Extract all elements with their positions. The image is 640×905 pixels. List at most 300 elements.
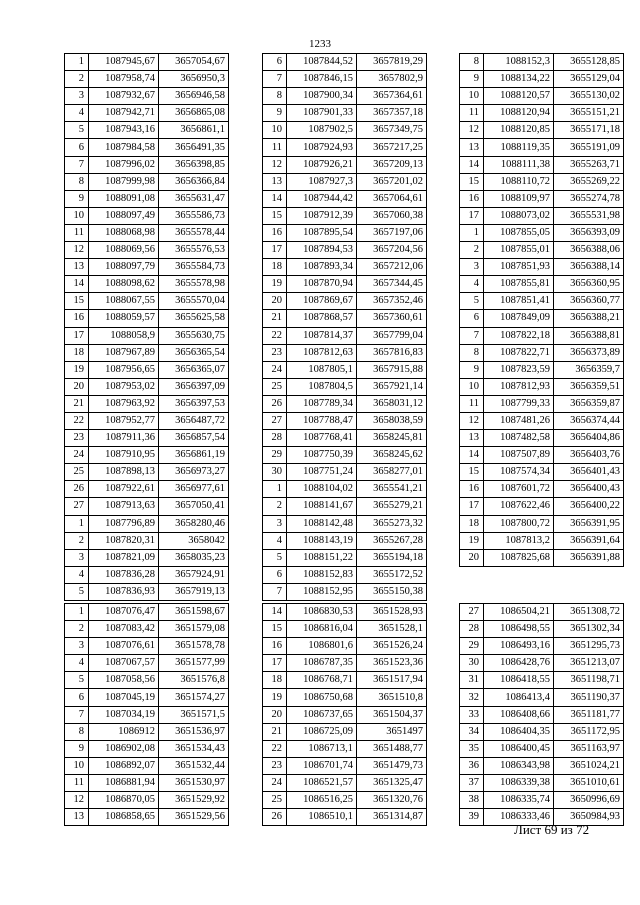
point-number: 14 xyxy=(65,276,89,293)
coordinate-y: 3657060,38 xyxy=(357,207,427,224)
point-number: 17 xyxy=(460,498,484,515)
table-row xyxy=(263,224,427,241)
coordinate-x: 1088110,72 xyxy=(484,173,554,190)
table-row xyxy=(460,412,624,429)
coordinate-x: 1087574,34 xyxy=(484,464,554,481)
coordinates-table-4 xyxy=(64,603,229,826)
coordinate-x: 1087922,61 xyxy=(89,481,159,498)
coordinate-y: 3651504,37 xyxy=(357,706,427,723)
point-number: 17 xyxy=(460,207,484,224)
coordinate-x: 1086339,38 xyxy=(484,774,554,791)
table-row xyxy=(460,549,624,566)
table-row xyxy=(65,224,229,241)
coordinate-x: 1088067,55 xyxy=(89,293,159,310)
coordinate-y: 3655576,53 xyxy=(159,242,229,259)
coordinate-y: 3657915,88 xyxy=(357,361,427,378)
coordinate-y: 3650984,93 xyxy=(554,809,624,826)
table-row xyxy=(263,621,427,638)
coordinate-y: 3651325,47 xyxy=(357,774,427,791)
table-row xyxy=(263,207,427,224)
table-row xyxy=(263,395,427,412)
coordinate-y: 3655150,38 xyxy=(357,583,427,600)
coordinate-x: 1088142,48 xyxy=(287,515,357,532)
coordinate-x: 1087507,89 xyxy=(484,447,554,464)
coordinate-x: 1086510,1 xyxy=(287,809,357,826)
table-row xyxy=(460,361,624,378)
coordinate-y: 3656359,7 xyxy=(554,361,624,378)
point-number: 2 xyxy=(460,242,484,259)
coordinate-y: 3650996,69 xyxy=(554,792,624,809)
coordinate-y: 3656388,06 xyxy=(554,242,624,259)
coordinate-x: 1086498,55 xyxy=(484,621,554,638)
point-number: 33 xyxy=(460,706,484,723)
table-row xyxy=(65,259,229,276)
table-row xyxy=(65,757,229,774)
coordinate-y: 3651577,99 xyxy=(159,655,229,672)
coordinate-x: 1088104,02 xyxy=(287,481,357,498)
table-row xyxy=(263,122,427,139)
point-number: 1 xyxy=(263,481,287,498)
point-number: 20 xyxy=(263,706,287,723)
coordinate-x: 1088111,38 xyxy=(484,156,554,173)
point-number: 3 xyxy=(65,549,89,566)
table-row xyxy=(460,774,624,791)
coordinate-y: 3656397,09 xyxy=(159,378,229,395)
coordinate-y: 3658035,23 xyxy=(159,549,229,566)
point-number: 3 xyxy=(263,515,287,532)
table-row xyxy=(460,672,624,689)
point-number: 26 xyxy=(263,809,287,826)
coordinate-y: 3655191,09 xyxy=(554,139,624,156)
coordinate-y: 3657197,06 xyxy=(357,224,427,241)
point-number: 10 xyxy=(460,88,484,105)
point-number: 13 xyxy=(460,430,484,447)
coordinate-x: 1087823,59 xyxy=(484,361,554,378)
table-row xyxy=(65,207,229,224)
point-number: 9 xyxy=(460,71,484,88)
point-number: 17 xyxy=(263,655,287,672)
table-row xyxy=(65,740,229,757)
point-number: 37 xyxy=(460,774,484,791)
point-number: 10 xyxy=(65,757,89,774)
point-number: 6 xyxy=(65,139,89,156)
point-number: 3 xyxy=(65,638,89,655)
coordinate-y: 3651579,08 xyxy=(159,621,229,638)
coordinate-x: 1086725,09 xyxy=(287,723,357,740)
coordinate-x: 1087911,36 xyxy=(89,430,159,447)
point-number: 5 xyxy=(65,122,89,139)
point-number: 38 xyxy=(460,792,484,809)
coordinate-y: 3658277,01 xyxy=(357,464,427,481)
point-number: 4 xyxy=(460,276,484,293)
table-row xyxy=(65,566,229,583)
coordinate-y: 3657050,41 xyxy=(159,498,229,515)
coordinate-x: 1086428,76 xyxy=(484,655,554,672)
coordinate-y: 3651024,21 xyxy=(554,757,624,774)
point-number: 3 xyxy=(65,88,89,105)
table-row xyxy=(263,447,427,464)
coordinate-y: 3656397,53 xyxy=(159,395,229,412)
table-row xyxy=(263,566,427,583)
table-row xyxy=(65,774,229,791)
coordinate-y: 3655541,21 xyxy=(357,481,427,498)
coordinate-x: 1087800,72 xyxy=(484,515,554,532)
coordinate-x: 1087846,15 xyxy=(287,71,357,88)
table-row xyxy=(263,139,427,156)
coordinate-x: 1086343,98 xyxy=(484,757,554,774)
coordinate-y: 3651576,8 xyxy=(159,672,229,689)
coordinate-x: 1087942,71 xyxy=(89,105,159,122)
point-number: 11 xyxy=(460,395,484,412)
coordinate-x: 1088120,94 xyxy=(484,105,554,122)
table-row xyxy=(460,447,624,464)
coordinate-x: 1087799,33 xyxy=(484,395,554,412)
coordinate-y: 3651314,87 xyxy=(357,809,427,826)
table-row xyxy=(65,792,229,809)
point-number: 7 xyxy=(65,706,89,723)
coordinate-y: 3655625,58 xyxy=(159,310,229,327)
coordinate-y: 3655267,28 xyxy=(357,532,427,549)
coordinate-x: 1086413,4 xyxy=(484,689,554,706)
table-row xyxy=(460,190,624,207)
point-number: 5 xyxy=(65,672,89,689)
table-row xyxy=(65,276,229,293)
table-row xyxy=(263,378,427,395)
point-number: 29 xyxy=(263,447,287,464)
table-row xyxy=(65,173,229,190)
table-row xyxy=(263,156,427,173)
coordinate-x: 1087996,02 xyxy=(89,156,159,173)
coordinate-x: 1086333,46 xyxy=(484,809,554,826)
table-row xyxy=(263,549,427,566)
coordinate-x: 1088109,97 xyxy=(484,190,554,207)
point-number: 6 xyxy=(263,566,287,583)
coordinate-x: 1087851,93 xyxy=(484,259,554,276)
table-row xyxy=(65,689,229,706)
coordinate-y: 3656393,09 xyxy=(554,224,624,241)
coordinate-y: 3651534,43 xyxy=(159,740,229,757)
coordinate-y: 3658280,46 xyxy=(159,515,229,532)
table-row xyxy=(65,809,229,826)
point-number: 13 xyxy=(460,139,484,156)
coordinate-x: 1087963,92 xyxy=(89,395,159,412)
table-row xyxy=(65,156,229,173)
coordinates-table-5 xyxy=(262,603,427,826)
point-number: 9 xyxy=(263,105,287,122)
coordinate-y: 3656388,81 xyxy=(554,327,624,344)
table-row xyxy=(65,498,229,515)
coordinate-x: 1088059,57 xyxy=(89,310,159,327)
point-number: 6 xyxy=(65,689,89,706)
coordinate-x: 1086787,35 xyxy=(287,655,357,672)
point-number: 21 xyxy=(263,310,287,327)
table-row xyxy=(460,259,624,276)
table-row xyxy=(65,604,229,621)
point-number: 2 xyxy=(65,532,89,549)
coordinate-x: 1087855,01 xyxy=(484,242,554,259)
coordinate-y: 3657921,14 xyxy=(357,378,427,395)
point-number: 18 xyxy=(460,515,484,532)
table-row xyxy=(263,723,427,740)
table-row xyxy=(460,105,624,122)
coordinate-y: 3651526,24 xyxy=(357,638,427,655)
point-number: 16 xyxy=(460,481,484,498)
coordinate-y: 3651479,73 xyxy=(357,757,427,774)
coordinate-x: 1087083,42 xyxy=(89,621,159,638)
table-row xyxy=(65,105,229,122)
point-number: 4 xyxy=(65,655,89,672)
table-row xyxy=(263,604,427,621)
point-number: 35 xyxy=(460,740,484,757)
coordinate-y: 3655129,04 xyxy=(554,71,624,88)
coordinate-y: 3656487,72 xyxy=(159,412,229,429)
coordinate-x: 1086870,05 xyxy=(89,792,159,809)
coordinate-y: 3651163,97 xyxy=(554,740,624,757)
table-row xyxy=(460,689,624,706)
point-number: 1 xyxy=(65,54,89,71)
coordinate-x: 1087967,89 xyxy=(89,344,159,361)
point-number: 7 xyxy=(65,156,89,173)
table-row xyxy=(460,378,624,395)
coordinate-y: 3658031,12 xyxy=(357,395,427,412)
coordinate-x: 1087812,63 xyxy=(287,344,357,361)
point-number: 28 xyxy=(263,430,287,447)
coordinate-y: 3656391,64 xyxy=(554,532,624,549)
point-number: 15 xyxy=(263,621,287,638)
coordinate-x: 1086335,74 xyxy=(484,792,554,809)
coordinate-x: 1086750,68 xyxy=(287,689,357,706)
coordinate-y: 3656861,1 xyxy=(159,122,229,139)
point-number: 21 xyxy=(263,723,287,740)
table-row xyxy=(263,259,427,276)
point-number: 26 xyxy=(263,395,287,412)
table-row xyxy=(263,412,427,429)
point-number: 24 xyxy=(263,361,287,378)
table-row xyxy=(460,207,624,224)
coordinate-x: 1087822,71 xyxy=(484,344,554,361)
coordinate-x: 1088141,67 xyxy=(287,498,357,515)
table-row xyxy=(263,344,427,361)
coordinate-y: 3651574,27 xyxy=(159,689,229,706)
point-number: 18 xyxy=(263,259,287,276)
point-number: 2 xyxy=(65,71,89,88)
point-number: 12 xyxy=(65,242,89,259)
point-number: 15 xyxy=(263,207,287,224)
point-number: 10 xyxy=(65,207,89,224)
point-number: 7 xyxy=(263,71,287,88)
coordinate-y: 3655128,85 xyxy=(554,54,624,71)
table-row xyxy=(65,549,229,566)
coordinate-y: 3651198,71 xyxy=(554,672,624,689)
point-number: 16 xyxy=(65,310,89,327)
coordinate-y: 3655269,22 xyxy=(554,173,624,190)
table-row xyxy=(65,139,229,156)
coordinate-y: 3651295,73 xyxy=(554,638,624,655)
point-number: 29 xyxy=(460,638,484,655)
coordinate-y: 3651488,77 xyxy=(357,740,427,757)
table-row xyxy=(263,774,427,791)
point-number: 23 xyxy=(263,757,287,774)
coordinate-x: 1087788,47 xyxy=(287,412,357,429)
table-row xyxy=(460,139,624,156)
table-row xyxy=(460,498,624,515)
table-row xyxy=(263,638,427,655)
point-number: 27 xyxy=(460,604,484,621)
point-number: 5 xyxy=(460,293,484,310)
table-row xyxy=(263,71,427,88)
table-row xyxy=(65,378,229,395)
coordinate-x: 1087789,34 xyxy=(287,395,357,412)
table-row xyxy=(263,706,427,723)
coordinate-y: 3656400,22 xyxy=(554,498,624,515)
coordinate-y: 3656360,95 xyxy=(554,276,624,293)
coordinate-y: 3657364,61 xyxy=(357,88,427,105)
coordinate-x: 1087901,33 xyxy=(287,105,357,122)
coordinate-y: 3657799,04 xyxy=(357,327,427,344)
coordinate-y: 3658245,62 xyxy=(357,447,427,464)
coordinate-y: 3651510,8 xyxy=(357,689,427,706)
point-number: 30 xyxy=(263,464,287,481)
table-row xyxy=(65,583,229,600)
table-row xyxy=(65,242,229,259)
coordinate-y: 3655578,44 xyxy=(159,224,229,241)
coordinate-x: 1087836,28 xyxy=(89,566,159,583)
table-row xyxy=(460,395,624,412)
coordinate-y: 3658038,59 xyxy=(357,412,427,429)
coordinates-table-3 xyxy=(459,53,624,567)
coordinate-x: 1087958,74 xyxy=(89,71,159,88)
table-row xyxy=(65,327,229,344)
coordinate-y: 3657344,45 xyxy=(357,276,427,293)
coordinate-x: 1087855,81 xyxy=(484,276,554,293)
table-row xyxy=(460,276,624,293)
coordinate-x: 1087900,34 xyxy=(287,88,357,105)
coordinate-x: 1087045,19 xyxy=(89,689,159,706)
coordinate-y: 3656400,43 xyxy=(554,481,624,498)
coordinate-x: 1087956,65 xyxy=(89,361,159,378)
coordinate-y: 3656401,43 xyxy=(554,464,624,481)
table-row xyxy=(460,310,624,327)
point-number: 17 xyxy=(65,327,89,344)
point-number: 19 xyxy=(65,361,89,378)
coordinate-x: 1087825,68 xyxy=(484,549,554,566)
coordinate-x: 1087836,93 xyxy=(89,583,159,600)
coordinate-y: 3655130,02 xyxy=(554,88,624,105)
coordinate-y: 3651172,95 xyxy=(554,723,624,740)
coordinate-x: 1087913,63 xyxy=(89,498,159,515)
coordinate-y: 3657352,46 xyxy=(357,293,427,310)
table-row xyxy=(263,792,427,809)
coordinate-x: 1087822,18 xyxy=(484,327,554,344)
table-row xyxy=(263,310,427,327)
point-number: 14 xyxy=(263,190,287,207)
coordinate-y: 3656973,27 xyxy=(159,464,229,481)
coordinate-y: 3657201,02 xyxy=(357,173,427,190)
coordinate-x: 1087805,1 xyxy=(287,361,357,378)
coordinate-x: 1086418,55 xyxy=(484,672,554,689)
point-number: 14 xyxy=(263,604,287,621)
coordinate-y: 3656374,44 xyxy=(554,412,624,429)
table-row xyxy=(460,88,624,105)
coordinate-x: 1087844,52 xyxy=(287,54,357,71)
table-row xyxy=(263,430,427,447)
coordinate-x: 1086504,21 xyxy=(484,604,554,621)
coordinate-x: 1087984,58 xyxy=(89,139,159,156)
coordinate-y: 3655586,73 xyxy=(159,207,229,224)
point-number: 15 xyxy=(65,293,89,310)
table-row xyxy=(460,344,624,361)
coordinate-y: 3657802,9 xyxy=(357,71,427,88)
table-row xyxy=(65,122,229,139)
table-row xyxy=(460,156,624,173)
point-number: 25 xyxy=(263,378,287,395)
table-row xyxy=(460,532,624,549)
coordinate-y: 3657209,13 xyxy=(357,156,427,173)
coordinate-y: 3656373,89 xyxy=(554,344,624,361)
coordinate-x: 1087868,57 xyxy=(287,310,357,327)
point-number: 12 xyxy=(65,792,89,809)
table-row xyxy=(263,361,427,378)
point-number: 23 xyxy=(65,430,89,447)
coordinate-y: 3656404,86 xyxy=(554,430,624,447)
table-row xyxy=(263,105,427,122)
point-number: 10 xyxy=(263,122,287,139)
point-number: 13 xyxy=(65,809,89,826)
coordinate-y: 3656391,88 xyxy=(554,549,624,566)
coordinate-x: 1087768,41 xyxy=(287,430,357,447)
point-number: 23 xyxy=(263,344,287,361)
coordinate-x: 1087601,72 xyxy=(484,481,554,498)
coordinate-x: 1087855,05 xyxy=(484,224,554,241)
coordinate-y: 3656950,3 xyxy=(159,71,229,88)
coordinate-x: 1087945,67 xyxy=(89,54,159,71)
table-row xyxy=(263,583,427,600)
point-number: 19 xyxy=(263,689,287,706)
coordinate-x: 1087034,19 xyxy=(89,706,159,723)
coordinate-x: 1087849,09 xyxy=(484,310,554,327)
coordinate-x: 1088152,95 xyxy=(287,583,357,600)
coordinate-y: 3656491,35 xyxy=(159,139,229,156)
point-number: 7 xyxy=(263,583,287,600)
coordinate-y: 3656365,07 xyxy=(159,361,229,378)
coordinate-x: 1088073,02 xyxy=(484,207,554,224)
point-number: 7 xyxy=(460,327,484,344)
coordinate-y: 3657819,29 xyxy=(357,54,427,71)
coordinate-x: 1088120,85 xyxy=(484,122,554,139)
coordinate-x: 1087821,09 xyxy=(89,549,159,566)
coordinate-y: 3651528,93 xyxy=(357,604,427,621)
coordinate-y: 3655630,75 xyxy=(159,327,229,344)
coordinate-x: 1088119,35 xyxy=(484,139,554,156)
coordinate-y: 3656359,51 xyxy=(554,378,624,395)
coordinate-x: 1087851,41 xyxy=(484,293,554,310)
coordinates-table-1 xyxy=(64,53,229,601)
table-row xyxy=(263,672,427,689)
coordinate-x: 1086400,45 xyxy=(484,740,554,757)
coordinate-y: 3656861,19 xyxy=(159,447,229,464)
table-row xyxy=(263,515,427,532)
point-number: 30 xyxy=(460,655,484,672)
coordinate-x: 1088143,19 xyxy=(287,532,357,549)
coordinate-y: 3651529,92 xyxy=(159,792,229,809)
table-row xyxy=(65,430,229,447)
coordinate-y: 3655194,18 xyxy=(357,549,427,566)
coordinate-x: 1086912 xyxy=(89,723,159,740)
coordinate-x: 1086516,25 xyxy=(287,792,357,809)
point-number: 31 xyxy=(460,672,484,689)
coordinate-x: 1087943,16 xyxy=(89,122,159,139)
point-number: 15 xyxy=(460,173,484,190)
